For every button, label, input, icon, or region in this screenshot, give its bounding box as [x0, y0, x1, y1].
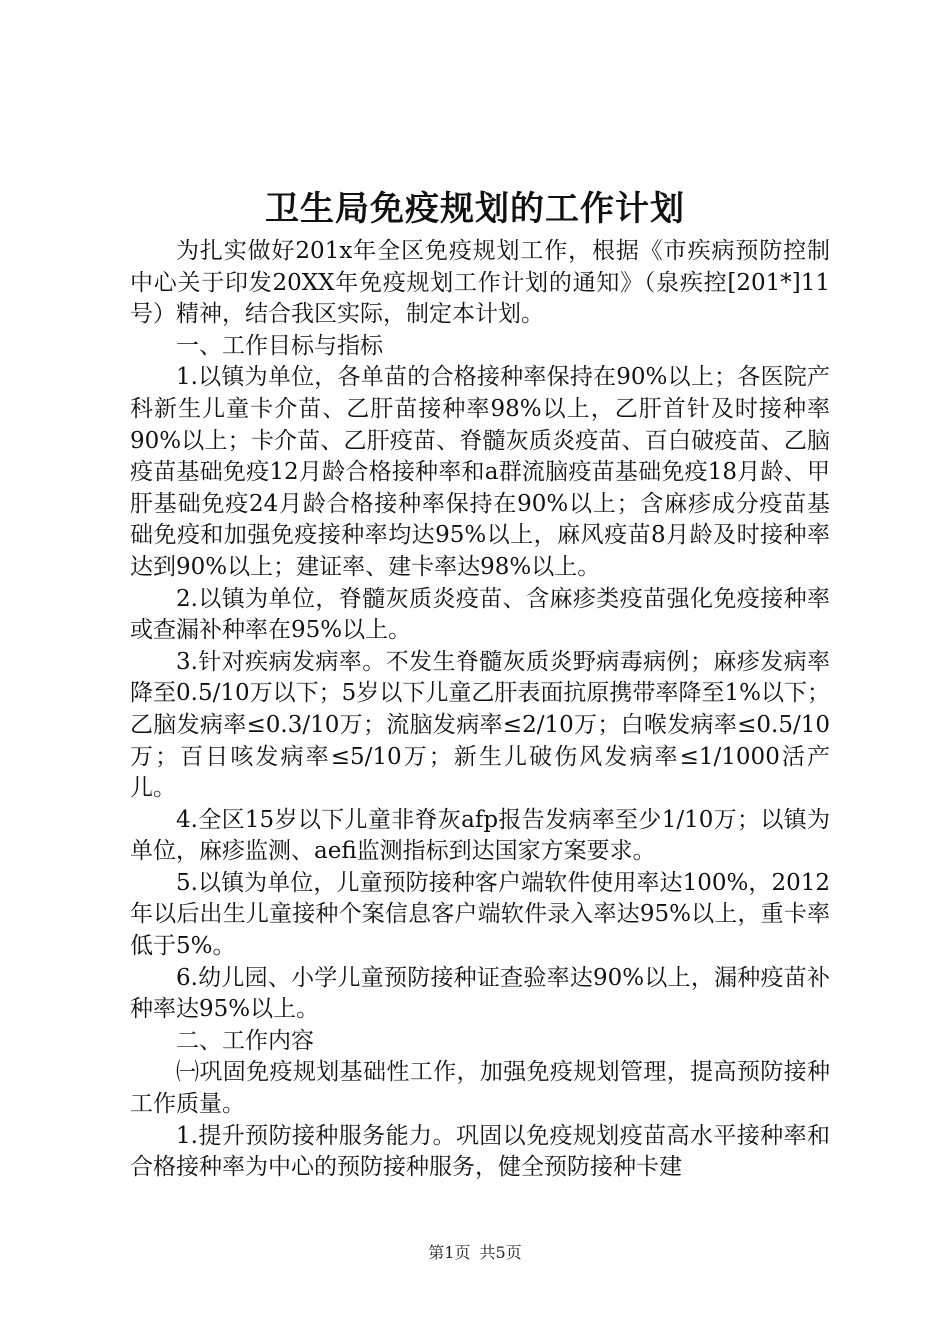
- document-body: [130, 236, 830, 1184]
- content-item: 1.提升预防接种服务能力。巩固以免疫规划疫苗高水平接种率和合格接种率为中心的预防接种服务，健全预防接种卡建: [130, 1122, 830, 1181]
- page-number: 第1页: [428, 1243, 471, 1262]
- page-total: 共5页: [479, 1243, 522, 1262]
- intro-paragraph: 为扎实做好201x年全区免疫规划工作，根据《市疾病预防控制中心关于印发20XX年免疫规划工作计划的通知》（泉疾控[201*]11号）精神，结合我区实际，制定本计划。: [130, 238, 830, 328]
- goal-item: 1.以镇为单位，各单苗的合格接种率保持在90%以上；各医院产科新生儿童卡介苗、乙肝苗接种率98%以上，乙肝首针及时接种率90%以上；卡介苗、乙肝疫苗、脊髓灰质炎疫苗、百白破疫苗、乙脑疫苗基础免疫12月龄合格接种率和a群流脑疫苗基础免疫18月龄、甲肝基础免疫24月龄合格接种率保持在90%以上；含麻疹成分疫苗基础免疫和加强免疫接种率均达95%以上，麻风疫苗8月龄及时接种率达到90%以上；建证率、建卡率达98%以上。: [130, 364, 830, 580]
- section-heading-content: 二、工作内容: [176, 1027, 314, 1054]
- subsection-paragraph: ㈠巩固免疫规划基础性工作，加强免疫规划管理，提高预防接种工作质量。: [130, 1059, 830, 1118]
- goal-item: 3.针对疾病发病率。不发生脊髓灰质炎野病毒病例；麻疹发病率降至0.5/10万以下；5岁以下儿童乙肝表面抗原携带率降至1%以下；乙脑发病率≤0.3/10万；流脑发病率≤2/10万；白喉发病率≤0.5/10万；百日咳发病率≤5/10万；新生儿破伤风发病率≤1/1000活产儿。: [130, 648, 830, 802]
- page-footer: [0, 1241, 950, 1265]
- document-title: 卫生局免疫规划的工作计划: [265, 189, 685, 229]
- goal-item: 2.以镇为单位，脊髓灰质炎疫苗、含麻疹类疫苗强化免疫接种率或查漏补种率在95%以上。: [130, 585, 830, 644]
- goal-item: 5.以镇为单位，儿童预防接种客户端软件使用率达100%，2012年以后出生儿童接种个案信息客户端软件录入率达95%以上，重卡率低于5%。: [130, 869, 830, 960]
- section-heading-goals: 一、工作目标与指标: [176, 332, 383, 359]
- goal-item: 6.幼儿园、小学儿童预防接种证查验率达90%以上，漏种疫苗补种率达95%以上。: [130, 964, 830, 1023]
- goal-item: 4.全区15岁以下儿童非脊灰afp报告发病率至少1/10万；以镇为单位，麻疹监测、aefi监测指标到达国家方案要求。: [130, 806, 830, 865]
